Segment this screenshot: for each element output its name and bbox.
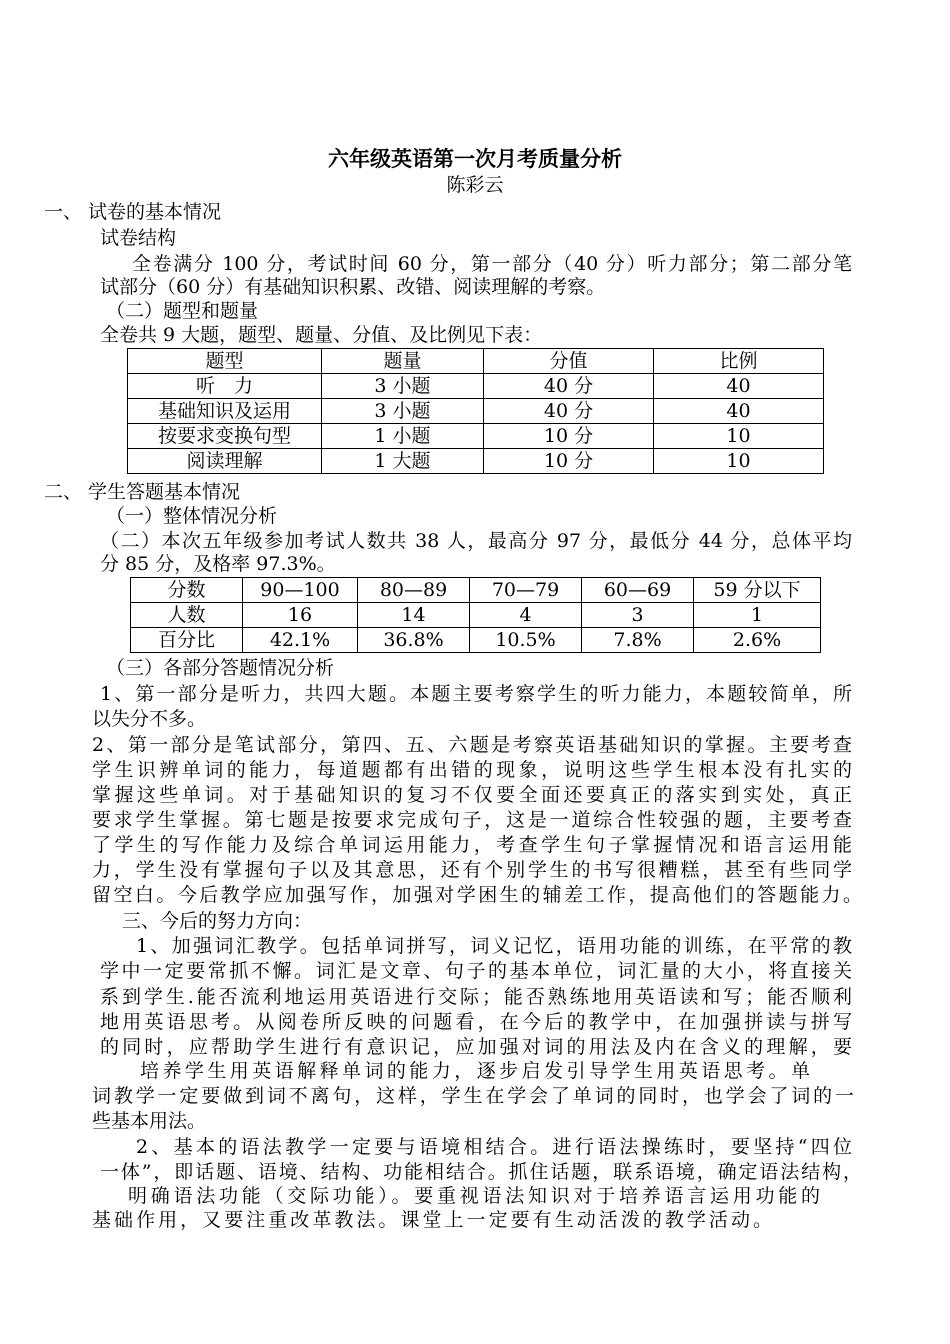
table-row [131,628,821,653]
table-cell: 40 [654,399,824,424]
table-header-row [128,349,824,374]
table-cell: 10 分 [484,424,654,449]
table-cell: 分数 [131,578,243,603]
table-row [128,424,824,449]
section-2-paragraph-line: 以失分不多。 [92,708,207,730]
section-2-paragraph-line: 力，学生没有掌握句子以及其意思，还有个别学生的书写很糟糕，甚至有些同学 [92,859,852,881]
section-3-heading: 三、今后的努力方向： [122,910,313,932]
section-3-paragraph-line: 一体”，即话题、语境、结构、功能相结合。抓住话题，联系语境，确定语法结构， [100,1161,862,1183]
section-3-paragraph-line: 2、基本的语法教学一定要与语境相结合。进行语法操练时，要坚持“四位 [136,1136,852,1158]
table-cell: 3 小题 [322,399,484,424]
section-3-paragraph-line: 1、加强词汇教学。包括单词拼写，词义记忆，语用功能的训练，在平常的教 [136,935,852,957]
section-2-paragraph-line: 留空白。今后教学应加强写作，加强对学困生的辅差工作，提高他们的答题能力。 [92,884,862,906]
table-cell: 1 小题 [322,424,484,449]
section-2-paragraph-line: （二）本次五年级参加考试人数共 38 人，最高分 97 分，最低分 44 分，总体平均 [100,530,852,552]
section-1-heading: 一、 试卷的基本情况 [44,201,222,223]
table-cell: 7.8% [582,628,694,653]
table-cell: 90—100 [243,578,358,603]
author: 陈彩云 [446,174,504,196]
section-1-table-intro: 全卷共 9 大题，题型、题量、分值、及比例见下表： [100,324,543,346]
table-cell: 36.8% [358,628,470,653]
table-row [131,603,821,628]
section-3-paragraph-line: 些基本用法。 [92,1110,207,1132]
table-cell: 阅读理解 [128,449,322,474]
table-cell: 70—79 [470,578,582,603]
table-header-cell: 分值 [484,349,654,374]
score-distribution-table [130,577,821,653]
table-cell: 听 力 [128,374,322,399]
section-3-paragraph-line: 培养学生用英语解释单词的能力，逐步启发引导学生用英语思考。单 [140,1060,810,1082]
table-cell: 10.5% [470,628,582,653]
section-2-sub-overall: （一）整体情况分析 [106,505,278,527]
section-1-sub-types: （二）题型和题量 [106,300,259,322]
table-cell: 按要求变换句型 [128,424,322,449]
table-cell: 16 [243,603,358,628]
table-cell: 14 [358,603,470,628]
section-2-paragraph-line: 掌握这些单词。对于基础知识的复习不仅要全面还要真正的落实到实处，真正 [92,784,852,806]
section-3-paragraph-line: 地用英语思考。从阅卷所反映的问题看，在今后的教学中，在加强拼读与拼写 [100,1011,852,1033]
table-cell: 40 分 [484,399,654,424]
section-2-paragraph-line: 要求学生掌握。第七题是按要求完成句子，这是一道综合性较强的题，主要考查 [92,809,852,831]
section-3-paragraph-line: 明确语法功能（交际功能）。要重视语法知识对于培养语言运用功能的 [128,1185,820,1207]
table-header-cell: 题量 [322,349,484,374]
section-1-paragraph-line: 全卷满分 100 分，考试时间 60 分，第一部分（40 分）听力部分；第二部分笔 [132,253,852,275]
section-2-heading: 二、 学生答题基本情况 [44,481,241,503]
table-cell: 59 分以下 [694,578,821,603]
table-row [128,374,824,399]
table-cell: 3 小题 [322,374,484,399]
section-3-paragraph-line: 基础作用，又要注重改革教法。课堂上一定要有生动活泼的教学活动。 [92,1209,772,1231]
question-type-table [127,348,824,474]
section-3-paragraph-line: 的同时，应帮助学生进行有意识记，应加强对词的用法及内在含义的理解，要 [100,1036,852,1058]
table-cell: 80—89 [358,578,470,603]
section-2-sub-parts: （三）各部分答题情况分析 [106,657,335,679]
table-cell: 百分比 [131,628,243,653]
table-cell: 人数 [131,603,243,628]
section-3-paragraph-line: 学中一定要常抓不懈。词汇是文章、句子的基本单位，词汇量的大小，将直接关 [100,960,852,982]
table-cell: 10 [654,424,824,449]
section-2-paragraph-line: 2、第一部分是笔试部分，第四、五、六题是考察英语基础知识的掌握。主要考查 [92,734,852,756]
table-cell: 10 [654,449,824,474]
table-cell: 1 大题 [322,449,484,474]
section-2-paragraph-line: 分 85 分，及格率 97.3%。 [100,553,336,575]
table-cell: 3 [582,603,694,628]
section-3-paragraph-line: 系到学生.能否流利地运用英语进行交际；能否熟练地用英语读和写；能否顺利 [100,986,852,1008]
section-1-sub-structure: 试卷结构 [100,227,177,249]
table-cell: 42.1% [243,628,358,653]
table-cell: 1 [694,603,821,628]
section-2-paragraph-line: 学生识辨单词的能力，每道题都有出错的现象，说明这些学生根本没有扎实的 [92,759,852,781]
table-row [131,578,821,603]
table-cell: 40 [654,374,824,399]
section-1-paragraph-line: 试部分（60 分）有基础知识积累、改错、阅读理解的考察。 [100,276,606,298]
table-row [128,449,824,474]
page-title: 六年级英语第一次月考质量分析 [328,146,622,171]
table-cell: 60—69 [582,578,694,603]
section-3-paragraph-line: 词教学一定要做到词不离句，这样，学生在学会了单词的同时，也学会了词的一 [92,1085,854,1107]
table-cell: 基础知识及运用 [128,399,322,424]
table-header-cell: 比例 [654,349,824,374]
table-cell: 2.6% [694,628,821,653]
table-cell: 4 [470,603,582,628]
table-cell: 10 分 [484,449,654,474]
table-header-cell: 题型 [128,349,322,374]
table-row [128,399,824,424]
table-cell: 40 分 [484,374,654,399]
section-2-paragraph-line: 了学生的写作能力及综合单词运用能力，考查学生句子掌握情况和语言运用能 [92,834,852,856]
section-2-paragraph-line: 1、第一部分是听力，共四大题。本题主要考察学生的听力能力，本题较简单，所 [100,683,852,705]
